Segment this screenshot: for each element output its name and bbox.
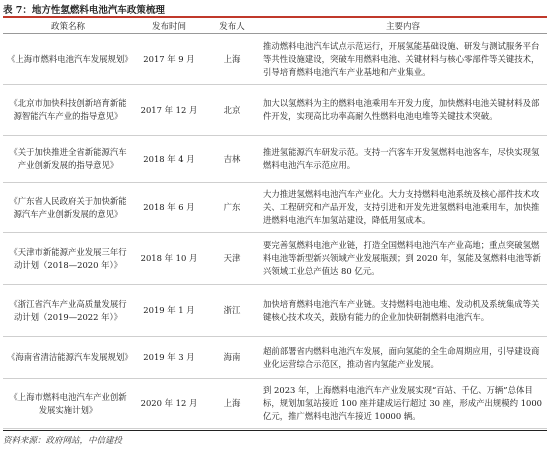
release-time-cell: 2019 年 1 月: [133, 285, 205, 337]
main-content-cell: 超前部署省内燃料电池汽车发展，面向氢能的全生命周期应用，引导建设商业化运营综合示范区，推动省内氢能产业发展。: [259, 337, 547, 379]
publisher-cell: 天津: [205, 233, 259, 285]
publisher-cell: 吉林: [205, 136, 259, 183]
table-header-row: [3, 18, 547, 34]
table-row: [3, 337, 547, 379]
publisher-cell: 上海: [205, 379, 259, 429]
release-time-cell: 2018 年 4 月: [133, 136, 205, 183]
policy-table: [3, 18, 547, 429]
release-time-cell: 2020 年 12 月: [133, 379, 205, 429]
publisher-cell: 北京: [205, 85, 259, 136]
main-content-cell: 大力推进氢燃料电池汽车产业化。大力支持燃料电池系统及核心部件技术攻关、工程研究和产品开发，支持引进和开发先进氢燃料电池乘用车，加快推进燃料电池汽车加氢站建设，降低用氢成本。: [259, 183, 547, 233]
header-policy-name: 政策名称: [3, 18, 133, 34]
release-time-cell: 2017 年 9 月: [133, 34, 205, 85]
release-time-cell: 2018 年 10 月: [133, 233, 205, 285]
main-content-cell: 加大以氢燃料为主的燃料电池乘用车开发力度，加快燃料电池关键材料及部件开发，实现高比功率高耐久性燃料电池电堆等关键技术突破。: [259, 85, 547, 136]
publisher-cell: 广东: [205, 183, 259, 233]
table-row: [3, 34, 547, 85]
table-row: [3, 233, 547, 285]
table-caption: 表 7：地方性氢燃料电池汽车政策梳理: [3, 5, 165, 16]
main-content-cell: 推进氢能源汽车研发示范。支持一汽客车开发氢燃料电池客车，尽快实现氢燃料电池汽车示范应用。: [259, 136, 547, 183]
main-content-cell: 推动燃料电池汽车试点示范运行，开展氢能基础设施、研发与测试服务平台等共性设施建设，突破车用燃料电池、关键材料与核心零部件等关键技术，引导培育燃料电池汽车产业基地和产业集业。: [259, 34, 547, 85]
main-content-cell: 要完善氢燃料电池产业链，打造全国燃料电池汽车产业高地；重点突破氢燃料电池等新型新兴领域产业发展瓶颈；到 2020 年，氢能及氢燃料电池等新兴领域工业总产值达 80 亿元。: [259, 233, 547, 285]
table-row: [3, 183, 547, 233]
main-content-cell: 到 2023 年，上海燃料电池汽车产业发展实现“百站、千亿、万辆”总体目标，规划加氢站接近 100 座并建成运行超过 30 座，形成产出规模约 1000 亿元，推广燃料电池汽车接近 10000 辆。: [259, 379, 547, 429]
main-content-cell: 加快培育燃料电池汽车产业链。支持燃料电池电堆、发动机及系统集成等关键核心技术攻关，鼓励有能力的企业加快研制燃料电池汽车。: [259, 285, 547, 337]
publisher-cell: 浙江: [205, 285, 259, 337]
policy-name-cell: 《关于加快推进全省新能源汽车产业创新发展的指导意见》: [3, 136, 133, 183]
header-publisher: 发布人: [205, 18, 259, 34]
policy-name-cell: 《天津市新能源产业发展三年行动计划（2018—2020 年）》: [3, 233, 133, 285]
table-row: [3, 379, 547, 429]
header-release-time: 发布时间: [133, 18, 205, 34]
bottom-rule: [3, 430, 547, 431]
publisher-cell: 海南: [205, 337, 259, 379]
publisher-cell: 上海: [205, 34, 259, 85]
policy-name-cell: 《上海市燃料电池汽车产业创新发展实施计划》: [3, 379, 133, 429]
policy-name-cell: 《浙江省汽车产业高质量发展行动计划（2019—2022 年）》: [3, 285, 133, 337]
source-note: 资料来源：政府网站，中信建投: [3, 436, 123, 446]
header-main-content: 主要内容: [259, 18, 547, 34]
release-time-cell: 2019 年 3 月: [133, 337, 205, 379]
policy-name-cell: 《北京市加快科技创新培育新能源智能汽车产业的指导意见》: [3, 85, 133, 136]
policy-name-cell: 《海南省清洁能源汽车发展规划》: [3, 337, 133, 379]
table-row: [3, 136, 547, 183]
table-row: [3, 285, 547, 337]
policy-name-cell: 《广东省人民政府关于加快新能源汽车产业创新发展的意见》: [3, 183, 133, 233]
policy-name-cell: 《上海市燃料电池汽车发展规划》: [3, 34, 133, 85]
release-time-cell: 2017 年 12 月: [133, 85, 205, 136]
release-time-cell: 2018 年 6 月: [133, 183, 205, 233]
table-row: [3, 85, 547, 136]
